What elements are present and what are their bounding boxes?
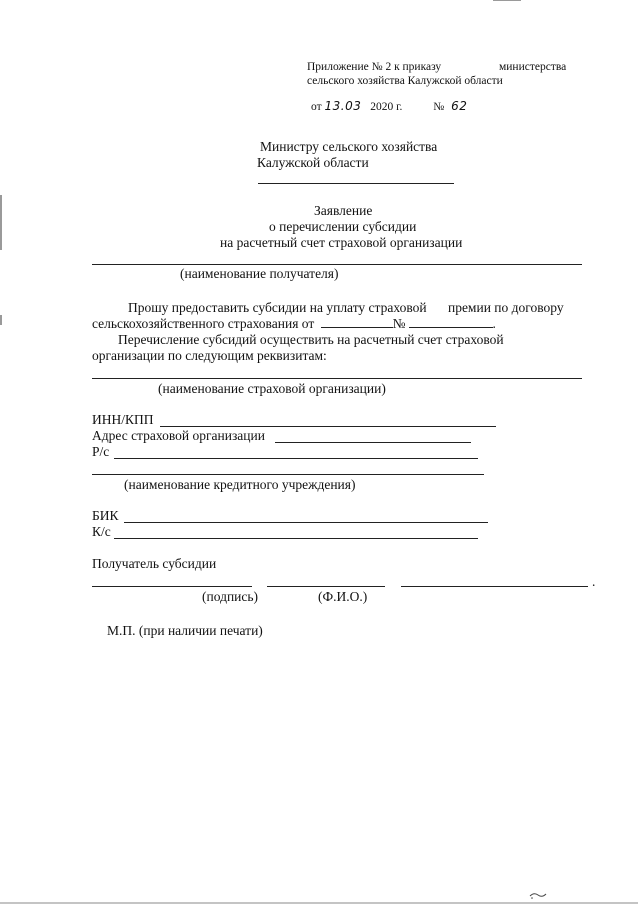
scan-margin-mark bbox=[0, 315, 2, 325]
document-title: Заявление bbox=[314, 203, 373, 218]
bank-caption: (наименование кредитного учреждения) bbox=[124, 477, 356, 492]
handwritten-number: 62 bbox=[451, 99, 468, 113]
date-prefix: от bbox=[311, 101, 322, 113]
subsidy-recipient-label: Получатель субсидии bbox=[92, 556, 217, 571]
scan-bottom-edge bbox=[0, 902, 638, 904]
corr-account-label: К/с bbox=[92, 524, 111, 539]
stamp-note: М.П. (при наличии печати) bbox=[107, 623, 263, 638]
recipient-name-line bbox=[92, 264, 582, 265]
body-para1-line2: сельскохозяйственного страхования от № . bbox=[92, 316, 496, 331]
scan-top-mark bbox=[493, 0, 521, 1]
signature-trailing-dot: . bbox=[592, 574, 596, 589]
full-name-caption: (Ф.И.О.) bbox=[318, 589, 368, 604]
signature-line bbox=[267, 586, 385, 587]
number-prefix: № bbox=[433, 101, 445, 113]
inn-kpp-label: ИНН/КПП bbox=[92, 412, 154, 427]
order-year: 2020 г. bbox=[370, 101, 403, 113]
addressee-line1: Министру сельского хозяйства bbox=[260, 139, 438, 154]
insurer-name-line bbox=[92, 378, 582, 379]
header-line1-right: министерства bbox=[499, 61, 567, 73]
signature-caption: (подпись) bbox=[202, 589, 259, 604]
full-name-line bbox=[401, 586, 588, 587]
insurer-caption: (наименование страховой организации) bbox=[158, 381, 386, 396]
contract-date-blank bbox=[321, 316, 393, 328]
addressee-name-line bbox=[258, 183, 454, 184]
header-line1-left: Приложение № 2 к приказу bbox=[307, 61, 442, 73]
bik-label: БИК bbox=[92, 508, 119, 523]
contract-number-blank bbox=[409, 316, 493, 328]
scan-corner-smudge bbox=[528, 890, 548, 900]
recipient-org-line bbox=[92, 586, 252, 587]
body-para2-line2: организации по следующим реквизитам: bbox=[92, 348, 327, 363]
document-subtitle-1: о перечислении субсидии bbox=[269, 219, 417, 234]
recipient-caption: (наименование получателя) bbox=[180, 266, 339, 281]
handwritten-date: 13.03 bbox=[324, 99, 362, 113]
document-subtitle-2: на расчетный счет страховой организации bbox=[220, 235, 463, 250]
inn-kpp-line bbox=[160, 426, 496, 427]
body-para2-line1: Перечисление субсидий осуществить на расчетный счет страховой bbox=[118, 332, 504, 347]
header-line2: сельского хозяйства Калужской области bbox=[307, 75, 503, 87]
order-date-line bbox=[311, 99, 467, 113]
account-label: Р/с bbox=[92, 444, 110, 459]
account-line bbox=[114, 458, 478, 459]
insurer-address-label: Адрес страховой организации bbox=[92, 428, 265, 443]
scan-margin-mark bbox=[0, 195, 2, 250]
addressee-line2: Калужской области bbox=[257, 155, 369, 170]
body-para1-line1: Прошу предоставить субсидии на уплату страховой премии по договору bbox=[128, 300, 564, 315]
corr-account-line bbox=[114, 538, 478, 539]
contract-number-sign: № bbox=[392, 316, 406, 331]
bank-name-line bbox=[92, 474, 484, 475]
insurer-address-line bbox=[275, 442, 471, 443]
bik-line bbox=[124, 522, 488, 523]
